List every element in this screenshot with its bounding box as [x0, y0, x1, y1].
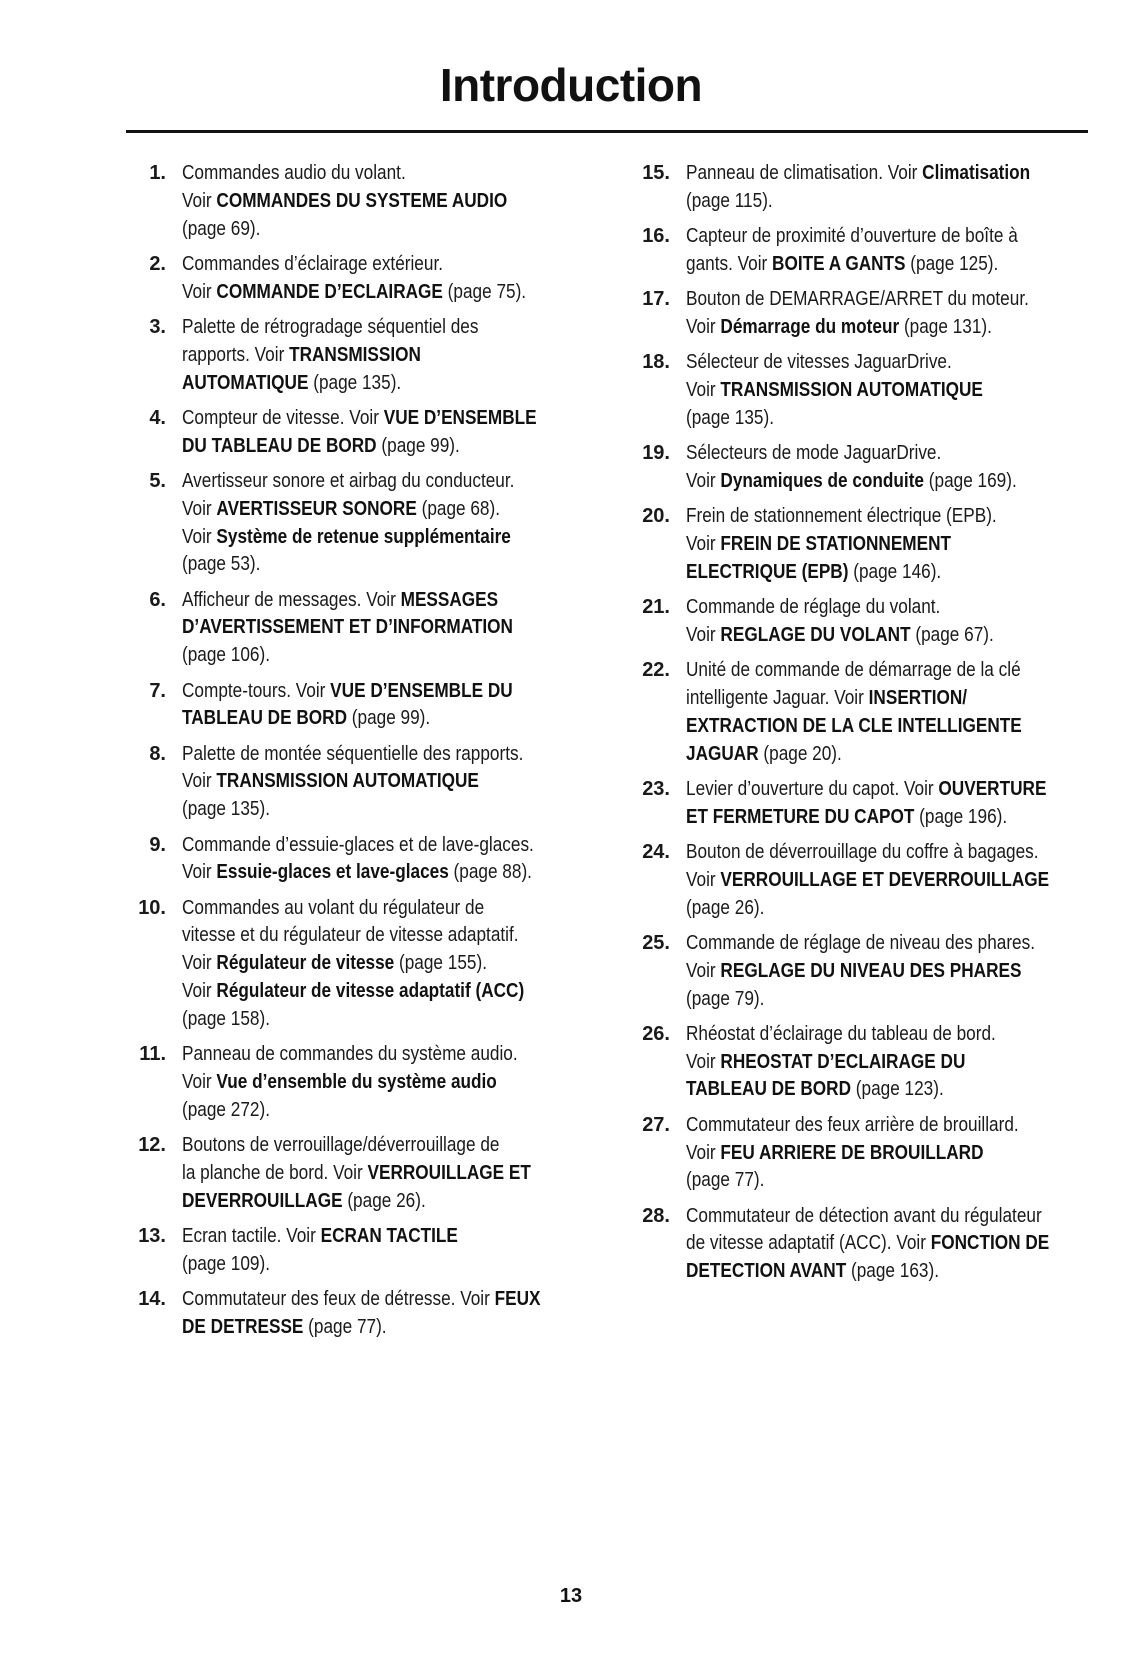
- item-number: 21.: [642, 596, 670, 619]
- item-line: [686, 531, 1035, 559]
- cross-reference: Régulateur de vitesse: [216, 952, 395, 975]
- list-item: [126, 1223, 586, 1279]
- item-text-segment: Commandes d’éclairage extérieur.: [182, 252, 444, 275]
- item-text: [686, 1203, 1092, 1286]
- item-text-segment: Voir: [182, 952, 217, 975]
- item-number: 5.: [149, 469, 166, 492]
- item-line: [686, 867, 1050, 895]
- item-text: [182, 1132, 586, 1215]
- item-line: [686, 188, 1035, 216]
- item-text-segment: Voir: [182, 497, 217, 520]
- list-item: [126, 741, 586, 824]
- cross-reference: ECRAN TACTILE: [320, 1224, 458, 1247]
- item-line: [686, 1112, 1035, 1140]
- item-text-segment: Commutateur de détection avant du régulateur: [686, 1204, 1042, 1227]
- item-text-segment: (page 88).: [448, 861, 532, 884]
- item-text-segment: Panneau de commandes du système audio.: [182, 1043, 518, 1066]
- item-text-segment: Afficheur de messages. Voir: [182, 588, 401, 611]
- item-line: [686, 1203, 1042, 1231]
- item-text-segment: Compteur de vitesse. Voir: [182, 406, 384, 429]
- cross-reference: D’AVERTISSEMENT ET D’INFORMATION: [182, 616, 513, 639]
- cross-reference: Système de retenue supplémentaire: [216, 525, 511, 548]
- item-text-segment: (page 26).: [686, 896, 765, 919]
- item-text: [686, 286, 1092, 342]
- cross-reference: ET FERMETURE DU CAPOT: [686, 805, 915, 828]
- item-text: [686, 657, 1092, 768]
- cross-reference: VERROUILLAGE ET: [367, 1161, 531, 1184]
- item-text: [182, 160, 586, 243]
- list-item: [630, 503, 1092, 586]
- item-text: [686, 1112, 1092, 1195]
- item-text-segment: Sélecteurs de mode JaguarDrive.: [686, 442, 942, 465]
- item-line: [686, 895, 1035, 923]
- item-text: [182, 895, 586, 1034]
- item-text: [182, 678, 586, 734]
- item-line: [182, 496, 529, 524]
- list-item: [630, 1021, 1092, 1104]
- cross-reference: AVERTISSEUR SONORE: [216, 497, 417, 520]
- cross-reference: Régulateur de vitesse adaptatif (ACC): [216, 980, 525, 1003]
- item-number: 10.: [138, 896, 166, 919]
- item-text-segment: Sélecteur de vitesses JaguarDrive.: [686, 351, 952, 374]
- item-text-segment: Voir: [686, 1050, 721, 1073]
- item-text-segment: (page 135).: [686, 406, 774, 429]
- item-text: [182, 468, 586, 579]
- item-text-segment: Levier d’ouverture du capot. Voir: [686, 777, 939, 800]
- item-line: [182, 678, 529, 706]
- list-item: [126, 832, 586, 888]
- item-number: 17.: [642, 288, 670, 311]
- item-text-segment: Bouton de DEMARRAGE/ARRET du moteur.: [686, 288, 1029, 311]
- item-text: [686, 503, 1092, 586]
- item-text: [182, 1223, 586, 1279]
- item-number: 4.: [149, 406, 166, 429]
- item-number: 16.: [642, 225, 670, 248]
- item-text-segment: Commandes audio du volant.: [182, 162, 406, 184]
- item-text-segment: Capteur de proximité d’ouverture de boîte à: [686, 225, 1018, 248]
- item-text-segment: Boutons de verrouillage/déverrouillage de: [182, 1134, 500, 1156]
- item-line: [686, 377, 1035, 405]
- item-line: [686, 314, 1035, 342]
- item-number: 1.: [149, 162, 166, 184]
- item-text: [182, 314, 586, 397]
- item-text-segment: (page 69).: [182, 217, 261, 240]
- list-item: [630, 349, 1092, 432]
- cross-reference: JAGUAR: [686, 742, 759, 765]
- item-text: [686, 1021, 1092, 1104]
- cross-reference: DE DETRESSE: [182, 1315, 304, 1338]
- item-line: [182, 551, 529, 579]
- item-number: 2.: [149, 252, 166, 275]
- cross-reference: VUE D’ENSEMBLE DU: [330, 679, 513, 702]
- item-line: [686, 405, 1035, 433]
- item-line: [686, 1140, 1035, 1168]
- item-text-segment: (page 109).: [182, 1252, 270, 1275]
- cross-reference: COMMANDES DU SYSTEME AUDIO: [216, 189, 508, 212]
- cross-reference: EXTRACTION DE LA CLE INTELLIGENTE: [686, 714, 1022, 737]
- list-item: [630, 776, 1092, 832]
- item-text-segment: Bouton de déverrouillage du coffre à bagages.: [686, 841, 1039, 864]
- item-line: [182, 768, 529, 796]
- item-text-segment: Rhéostat d’éclairage du tableau de bord.: [686, 1022, 996, 1045]
- item-line: [182, 342, 529, 370]
- item-line: [686, 776, 1047, 804]
- cross-reference: INSERTION/: [868, 687, 968, 710]
- item-text: [182, 741, 586, 824]
- item-text: [182, 587, 586, 670]
- list-item: [630, 160, 1092, 216]
- list-item: [126, 1286, 586, 1342]
- item-line: [182, 1160, 529, 1188]
- item-text-segment: rapports. Voir: [182, 343, 290, 366]
- item-line: [182, 188, 529, 216]
- item-line: [182, 251, 529, 279]
- item-line: [182, 314, 529, 342]
- item-line: [686, 1167, 1035, 1195]
- item-line: [182, 1132, 529, 1160]
- item-text-segment: (page 196).: [914, 805, 1008, 828]
- item-text-segment: Voir: [182, 861, 217, 884]
- item-line: [182, 160, 529, 188]
- item-text-segment: Voir: [686, 379, 721, 402]
- list-item: [126, 1132, 586, 1215]
- item-number: 27.: [642, 1113, 670, 1136]
- item-line: [182, 433, 529, 461]
- cross-reference: Démarrage du moteur: [720, 315, 900, 338]
- item-line: [182, 978, 529, 1006]
- cross-reference: Dynamiques de conduite: [720, 469, 925, 492]
- cross-reference: Essuie-glaces et lave-glaces: [216, 861, 449, 884]
- item-line: [182, 587, 529, 615]
- item-line: [686, 1049, 1035, 1077]
- item-line: [686, 251, 1035, 279]
- item-text: [686, 160, 1092, 216]
- item-text: [182, 405, 586, 461]
- cross-reference: TRANSMISSION: [289, 343, 421, 366]
- list-item: [630, 286, 1092, 342]
- item-text-segment: Commutateur des feux arrière de brouillard.: [686, 1113, 1019, 1136]
- item-line: [686, 685, 1035, 713]
- item-text-segment: intelligente Jaguar. Voir: [686, 687, 869, 710]
- item-text-segment: Voir: [182, 280, 217, 303]
- item-text-segment: (page 99).: [346, 707, 431, 730]
- item-text-segment: (page 53).: [182, 553, 261, 576]
- item-number: 19.: [642, 442, 670, 465]
- item-line: [182, 279, 529, 307]
- item-line: [686, 440, 1035, 468]
- item-text-segment: Commandes au volant du régulateur de: [182, 896, 485, 919]
- item-text: [182, 251, 586, 307]
- item-line: [686, 657, 1035, 685]
- item-line: [686, 839, 1039, 867]
- item-text-segment: Voir: [182, 189, 217, 212]
- item-line: [686, 223, 1035, 251]
- item-line: [686, 160, 1035, 188]
- item-number: 26.: [642, 1022, 670, 1045]
- item-text: [686, 223, 1092, 279]
- cross-reference: TABLEAU DE BORD: [686, 1078, 851, 1101]
- item-line: [182, 796, 529, 824]
- item-line: [182, 832, 534, 860]
- item-text-segment: Voir: [686, 533, 721, 556]
- item-number: 3.: [149, 315, 166, 338]
- item-line: [686, 468, 1035, 496]
- item-line: [182, 1097, 529, 1125]
- item-text: [182, 1041, 586, 1124]
- item-number: 25.: [642, 931, 670, 954]
- item-text-segment: (page 131).: [899, 315, 992, 338]
- item-text-segment: Panneau de climatisation. Voir: [686, 162, 923, 184]
- cross-reference: FONCTION DE: [930, 1232, 1050, 1255]
- item-text: [686, 594, 1092, 650]
- item-text-segment: (page 77).: [686, 1169, 765, 1192]
- item-text-segment: (page 158).: [182, 1007, 270, 1030]
- cross-reference: BOITE A GANTS: [772, 252, 906, 275]
- item-number: 15.: [642, 162, 670, 184]
- item-line: [686, 1230, 1050, 1258]
- item-text-segment: de vitesse adaptatif (ACC). Voir: [686, 1232, 931, 1255]
- cross-reference: VUE D’ENSEMBLE: [383, 406, 537, 429]
- item-line: [182, 1223, 529, 1251]
- item-text-segment: Commutateur des feux de détresse. Voir: [182, 1287, 495, 1310]
- item-line: [182, 859, 532, 887]
- cross-reference: Vue d’ensemble du système audio: [216, 1070, 497, 1093]
- title-rule: [126, 130, 1088, 133]
- item-text-segment: Voir: [686, 623, 721, 646]
- item-text-segment: (page 99).: [376, 434, 460, 457]
- item-line: [686, 930, 1035, 958]
- item-line: [686, 986, 1035, 1014]
- item-text-segment: Palette de rétrogradage séquentiel des: [182, 315, 479, 338]
- item-line: [686, 1021, 1035, 1049]
- cross-reference: ELECTRIQUE (EPB): [686, 560, 849, 583]
- item-number: 28.: [642, 1204, 670, 1227]
- item-line: [686, 713, 1035, 741]
- item-line: [686, 741, 1035, 769]
- list-item: [126, 895, 586, 1034]
- item-line: [182, 1041, 529, 1069]
- item-text-segment: (page 67).: [910, 623, 994, 646]
- list-item: [126, 1041, 586, 1124]
- item-text-segment: Commande d’essuie-glaces et de lave-glaces.: [182, 833, 534, 856]
- item-line: [182, 405, 537, 433]
- cross-reference: FREIN DE STATIONNEMENT: [720, 533, 952, 556]
- item-text: [686, 839, 1092, 922]
- cross-reference: OUVERTURE: [938, 777, 1047, 800]
- item-text-segment: Palette de montée séquentielle des rapports.: [182, 742, 524, 765]
- item-text-segment: Voir: [686, 868, 721, 891]
- item-number: 6.: [149, 588, 166, 611]
- item-line: [182, 922, 529, 950]
- item-text-segment: Voir: [686, 959, 721, 982]
- item-text-segment: (page 135).: [182, 798, 270, 821]
- item-text: [686, 776, 1092, 832]
- item-text-segment: Ecran tactile. Voir: [182, 1224, 321, 1247]
- page-title: Introduction: [439, 59, 703, 111]
- cross-reference: Climatisation: [922, 162, 1031, 184]
- item-number: 22.: [642, 659, 670, 682]
- item-text-segment: (page 77).: [303, 1315, 387, 1338]
- item-line: [182, 1006, 529, 1034]
- item-line: [182, 216, 529, 244]
- item-line: [182, 642, 529, 670]
- list-item: [126, 587, 586, 670]
- list-item: [630, 1203, 1092, 1286]
- item-number: 14.: [138, 1287, 166, 1310]
- list-item: [126, 678, 586, 734]
- item-text: [182, 832, 586, 888]
- item-line: [182, 1069, 529, 1097]
- item-text-segment: (page 115).: [686, 189, 773, 212]
- item-line: [686, 349, 1035, 377]
- cross-reference: DETECTION AVANT: [686, 1260, 847, 1283]
- item-line: [182, 741, 529, 769]
- item-line: [182, 614, 529, 642]
- item-number: 24.: [642, 841, 670, 864]
- item-number: 12.: [138, 1134, 166, 1156]
- item-line: [182, 524, 529, 552]
- item-text-segment: (page 272).: [182, 1098, 270, 1121]
- item-text-segment: Voir: [686, 315, 721, 338]
- cross-reference: MESSAGES: [400, 588, 499, 611]
- left-column: [126, 160, 586, 1349]
- list-item: [630, 930, 1092, 1013]
- cross-reference: DEVERROUILLAGE: [182, 1189, 343, 1212]
- item-text-segment: Voir: [182, 980, 217, 1003]
- item-text-segment: Unité de commande de démarrage de la clé: [686, 659, 1021, 682]
- cross-reference: AUTOMATIQUE: [182, 371, 309, 394]
- item-line: [686, 559, 1035, 587]
- item-text-segment: Voir: [182, 525, 217, 548]
- item-line: [182, 1188, 529, 1216]
- item-text-segment: (page 26).: [342, 1189, 426, 1212]
- right-column: [630, 160, 1092, 1293]
- item-number: 7.: [149, 679, 166, 702]
- item-line: [686, 503, 1035, 531]
- cross-reference: REGLAGE DU VOLANT: [720, 623, 911, 646]
- item-number: 23.: [642, 777, 670, 800]
- list-item: [126, 314, 586, 397]
- item-text: [686, 349, 1092, 432]
- item-text-segment: (page 125).: [905, 252, 999, 275]
- item-text-segment: Voir: [182, 1070, 217, 1093]
- item-text-segment: (page 20).: [758, 742, 842, 765]
- item-text-segment: vitesse et du régulateur de vitesse adaptatif.: [182, 924, 519, 947]
- item-line: [182, 705, 529, 733]
- item-line: [182, 895, 529, 923]
- item-line: [686, 958, 1035, 986]
- item-number: 20.: [642, 505, 670, 528]
- list-item: [630, 223, 1092, 279]
- list-item: [630, 657, 1092, 768]
- cross-reference: COMMANDE D’ECLAIRAGE: [216, 280, 443, 303]
- item-text-segment: Voir: [686, 469, 721, 492]
- item-line: [182, 1286, 541, 1314]
- item-text-segment: Compte-tours. Voir: [182, 679, 331, 702]
- item-line: [686, 1258, 1035, 1286]
- item-text-segment: (page 169).: [924, 469, 1017, 492]
- item-text-segment: Voir: [686, 1141, 721, 1164]
- list-item: [126, 251, 586, 307]
- cross-reference: VERROUILLAGE ET DEVERROUILLAGE: [720, 868, 1050, 891]
- item-text-segment: Commande de réglage du volant.: [686, 596, 941, 619]
- item-text-segment: (page 155).: [394, 952, 487, 975]
- item-line: [686, 594, 1035, 622]
- list-item: [126, 405, 586, 461]
- item-number: 13.: [138, 1224, 166, 1247]
- page-number: 13: [559, 1585, 583, 1607]
- item-text-segment: (page 146).: [848, 560, 942, 583]
- item-line: [182, 950, 529, 978]
- item-line: [182, 370, 529, 398]
- list-item: [630, 440, 1092, 496]
- item-text-segment: gants. Voir: [686, 252, 773, 275]
- item-line: [686, 1076, 1035, 1104]
- cross-reference: DU TABLEAU DE BORD: [182, 434, 377, 457]
- item-line: [182, 468, 529, 496]
- item-line: [182, 1251, 529, 1279]
- item-line: [686, 622, 1035, 650]
- list-item: [126, 468, 586, 579]
- item-number: 11.: [139, 1043, 166, 1066]
- item-line: [182, 1314, 529, 1342]
- item-text-segment: Frein de stationnement électrique (EPB).: [686, 505, 997, 528]
- list-item: [630, 594, 1092, 650]
- item-text-segment: (page 75).: [442, 280, 527, 303]
- item-text: [686, 930, 1092, 1013]
- item-number: 9.: [149, 833, 166, 856]
- cross-reference: TRANSMISSION AUTOMATIQUE: [216, 770, 479, 793]
- cross-reference: TABLEAU DE BORD: [182, 707, 347, 730]
- item-text-segment: (page 79).: [686, 987, 765, 1010]
- item-text-segment: (page 123).: [850, 1078, 944, 1101]
- item-line: [686, 286, 1035, 314]
- item-text-segment: Voir: [182, 770, 217, 793]
- cross-reference: RHEOSTAT D’ECLAIRAGE DU: [720, 1050, 966, 1073]
- item-text-segment: (page 106).: [182, 644, 270, 667]
- cross-reference: FEUX: [494, 1287, 541, 1310]
- cross-reference: FEU ARRIERE DE BROUILLARD: [720, 1141, 984, 1164]
- item-text-segment: la planche de bord. Voir: [182, 1161, 368, 1184]
- item-text: [182, 1286, 586, 1342]
- item-text-segment: (page 68).: [416, 497, 500, 520]
- item-text-segment: Commande de réglage de niveau des phares.: [686, 931, 1036, 954]
- list-item: [630, 839, 1092, 922]
- item-text: [686, 440, 1092, 496]
- item-text-segment: (page 163).: [846, 1260, 939, 1283]
- item-line: [686, 804, 1035, 832]
- cross-reference: TRANSMISSION AUTOMATIQUE: [720, 379, 983, 402]
- cross-reference: REGLAGE DU NIVEAU DES PHARES: [720, 959, 1022, 982]
- item-number: 18.: [642, 351, 670, 374]
- item-number: 8.: [149, 742, 166, 765]
- list-item: [630, 1112, 1092, 1195]
- item-text-segment: (page 135).: [308, 371, 402, 394]
- item-text-segment: Avertisseur sonore et airbag du conducteur.: [182, 469, 515, 492]
- list-item: [126, 160, 586, 243]
